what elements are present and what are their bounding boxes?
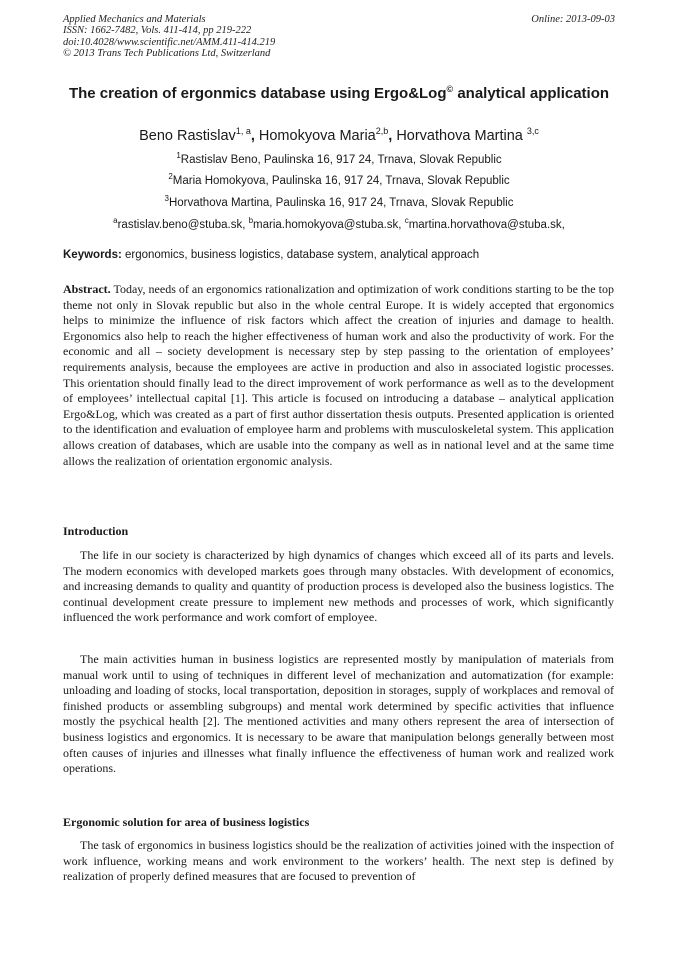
copyright-line: © 2013 Trans Tech Publications Ltd, Switzerland <box>63 48 271 60</box>
title-superscript: © <box>446 84 454 94</box>
author-sup: 2,b <box>375 126 389 136</box>
email-link[interactable]: maria.homokyova@stuba.sk, <box>253 218 405 231</box>
author-sup: 3,c <box>526 126 539 136</box>
affiliation-text: Maria Homokyova, Paulinska 16, 917 24, Trnava, Slovak Republic <box>172 174 510 187</box>
email-sup: b <box>248 216 254 225</box>
author-name: Beno Rastislav <box>139 127 236 144</box>
section-heading-ergonomic-solution: Ergonomic solution for area of business logistics <box>63 815 310 829</box>
affiliation-sup: 2 <box>168 172 173 181</box>
journal-name: Applied Mechanics and Materials <box>63 14 206 25</box>
email-sup: c <box>404 216 409 225</box>
section-heading-introduction: Introduction <box>63 524 129 538</box>
paragraph: The main activities human in business logistics are represented mostly by manipulation of materials from manual work until to using of techniques in different level of mechanization and automatization (for example: unloading and loading of stocks, local transportation, deposition in storages, supply of workplaces and removal of finished products or assembling subgroups) and mental work determined by specific activities that influence mostly the psychical health [2]. The mentioned activities and many others represent the area of intersection of business logistics and ergonomics. It is necessary to be aware that manipulation belongs generally between most often causes of injuries and illnesses what finally influence the effectiveness of human work and realized work operations. <box>63 652 614 776</box>
affiliation-sup: 3 <box>164 194 169 203</box>
affiliation <box>63 170 615 188</box>
affiliation <box>63 149 615 167</box>
issn-line: ISSN: 1662-7482, Vols. 411-414, pp 219-222 <box>63 25 252 37</box>
keywords-label: Keywords: <box>63 249 122 261</box>
abstract-text: Today, needs of an ergonomics rationalization and optimization of work conditions starting to be the top theme not only in Slovak republic but also in the whole central Europe. It is widely accepted that ergonomics helps to minimize the influence of risk factors which affect the creation of injuries and damage to health. Ergonomics also help to reach the higher effectiveness of human work and also the productivity of work. For the economic and all – society development is necessary step by step passing to the orientation of employees’ requirements analysis, because the employees are active in production and also in associated logistic processes. This orientation should finally lead to the direct improvement of work performance as well as to the development of employees’ intellectual capital [1]. This article is focused on introducing a database – analytical application Ergo&Log, which was created as a part of first author dissertation thesis outputs. Presented application is oriented to the identification and evaluation of employee harm and problems with musculoskeletal system. This application allows creation of databases, which are usable into the company as well as in national level and at the same time allows the realization of orientation ergonomic analysis. <box>63 282 614 468</box>
affiliation-text: Rastislav Beno, Paulinska 16, 917 24, Trnava, Slovak Republic <box>180 153 502 166</box>
email-link[interactable]: martina.horvathova@stuba.sk, <box>408 218 565 231</box>
email-list <box>63 214 615 232</box>
journal-header <box>63 14 275 60</box>
doi-line: doi:10.4028/www.scientific.net/AMM.411-414.219 <box>63 36 276 48</box>
affiliation-text: Horvathova Martina, Paulinska 16, 917 24, Trnava, Slovak Republic <box>168 196 514 209</box>
keywords <box>63 248 623 262</box>
author-name: Homokyova Maria <box>258 127 376 144</box>
title-main: The creation of ergonmics database using Ergo&Log <box>68 85 447 102</box>
paper-title <box>63 80 615 103</box>
email-link[interactable]: rastislav.beno@stuba.sk, <box>117 218 249 231</box>
affiliation-sup: 1 <box>176 151 181 160</box>
title-rest: analytical application <box>453 85 610 102</box>
affiliation <box>63 192 615 210</box>
abstract <box>63 282 614 469</box>
online-date: Online: 2013-09-03 <box>531 14 615 25</box>
author-list: Beno Rastislav$^{1, a}$, Homokyova Maria$^{2,b}$, Horvathova Martina $^{3,c}$ <box>139 126 539 144</box>
author-sup: 1, a <box>235 126 251 136</box>
abstract-label: Abstract. <box>63 282 111 296</box>
paragraph: The life in our society is characterized by high dynamics of changes which exceed all of its parts and levels. The modern economics with developed markets goes through many obstacles. With development of economics, and increasing demands to quality and quantity of production process is developed also the business logistics. The continual development create pressure to implement new methods and processes of work, which significantly influenced the work performance and work comfort of employee. <box>63 548 614 625</box>
email-sup: a <box>113 216 118 225</box>
keywords-text: ergonomics, business logistics, database system, analytical approach <box>121 249 480 261</box>
author-name: Horvathova Martina <box>396 127 527 144</box>
paragraph: The task of ergonomics in business logistics should be the realization of activities joined with the inspection of work influence, working means and work environment to the workers’ health. The next step is defined by realization of properly defined measures that are focused to prevention of <box>63 838 614 884</box>
